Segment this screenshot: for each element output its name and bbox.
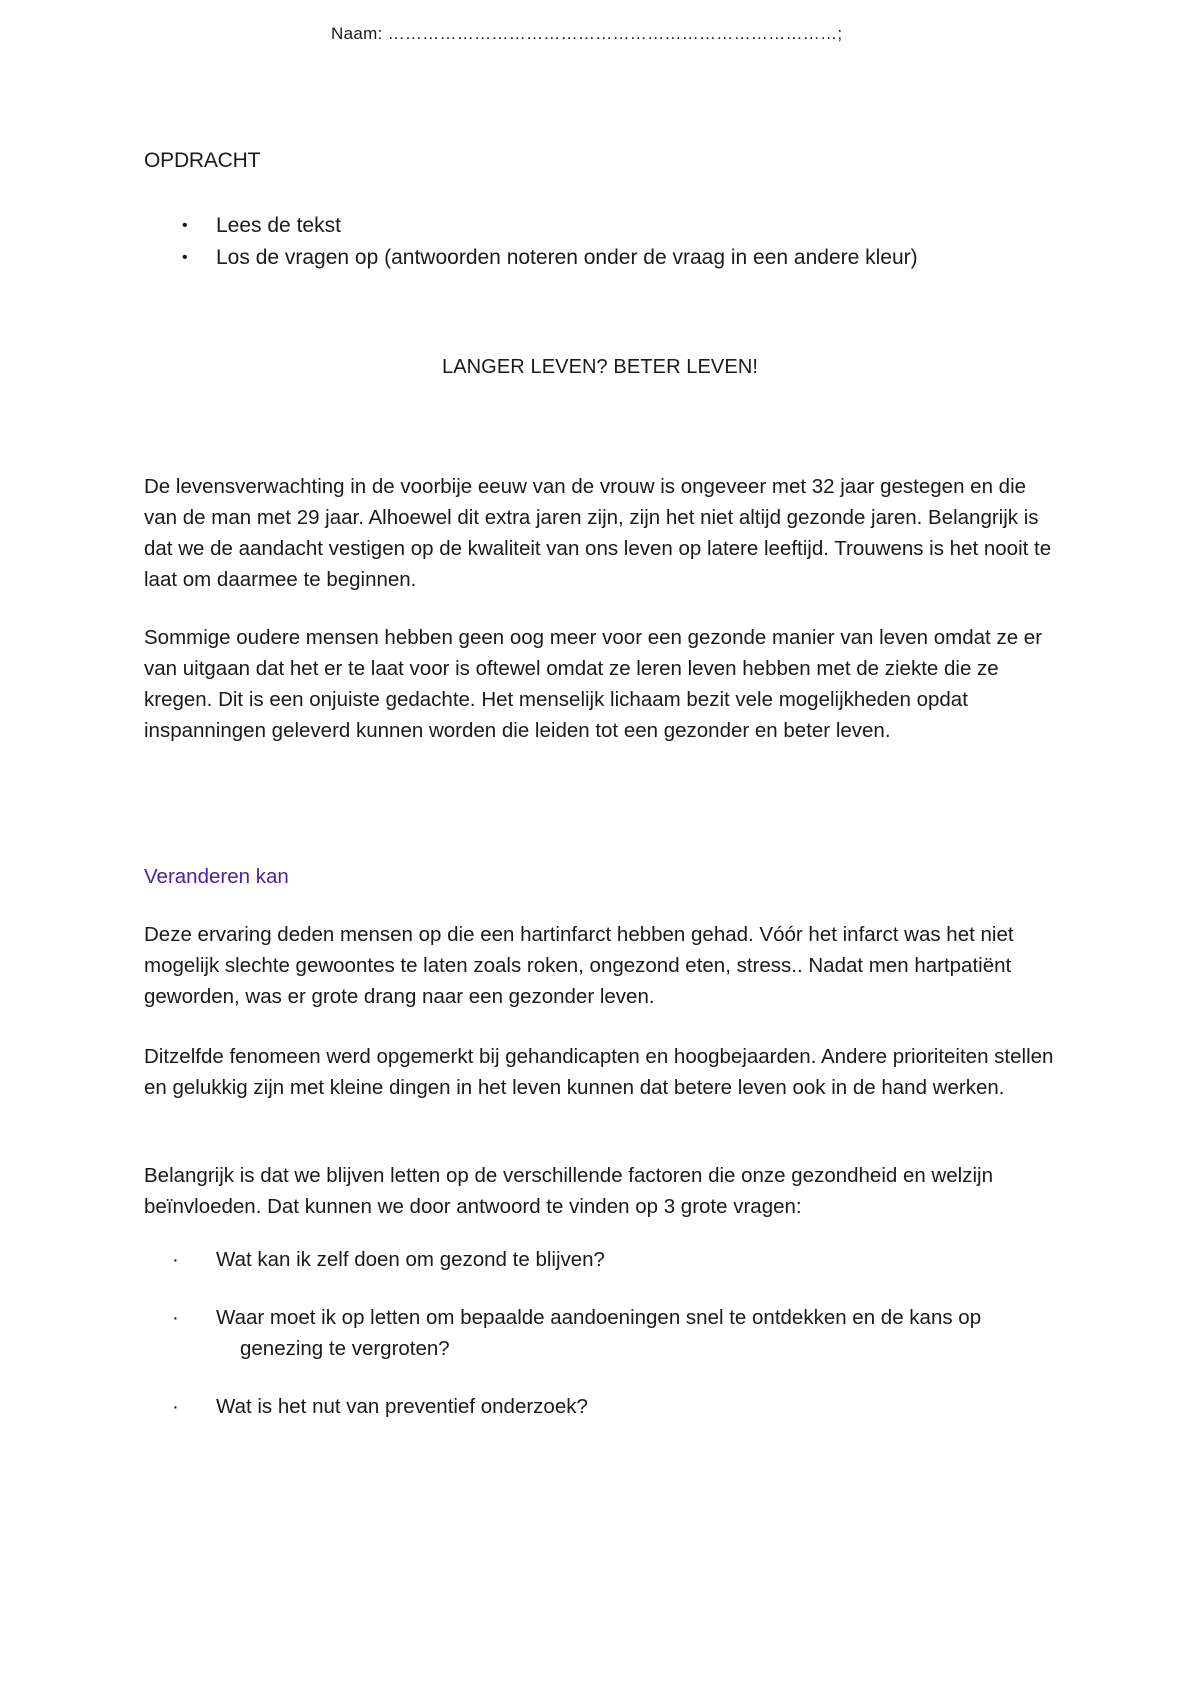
assignment-list — [176, 210, 918, 274]
question-text: Wat kan ik zelf doen om gezond te blijven? — [216, 1248, 605, 1271]
question-item — [144, 1244, 1064, 1275]
bullet-icon: · — [172, 1248, 179, 1271]
assignment-item — [176, 210, 918, 242]
question-text: Wat is het nut van preventief onderzoek? — [216, 1395, 588, 1418]
question-text: Waar moet ik op letten om bepaalde aandoeningen snel te ontdekken en de kans op genezing te vergroten? — [216, 1306, 982, 1360]
question-list — [144, 1244, 1064, 1449]
bullet-icon: · — [172, 1395, 179, 1418]
name-field-line: Naam: ……………………………………………………………………; — [331, 24, 843, 43]
document-title: LANGER LEVEN? BETER LEVEN! — [441, 356, 759, 378]
bullet-icon: • — [182, 249, 188, 266]
assignment-heading: OPDRACHT — [144, 149, 261, 172]
paragraph: Belangrijk is dat we blijven letten op de verschillende factoren die onze gezondheid en welzijn beïnvloeden. Dat kunnen we door antwoord te vinden op 3 grote vragen: — [144, 1164, 993, 1218]
bullet-icon: · — [172, 1306, 179, 1329]
paragraph: De levensverwachting in de voorbije eeuw van de vrouw is ongeveer met 32 jaar gestegen en die van de man met 29 jaar. Alhoewel dit extra jaren zijn, zijn het niet altijd gezonde jaren. Belangrijk is dat we de aandacht vestigen op de kwaliteit van ons leven op latere leeftijd. Trouwens is het nooit te laat om daarmee te beginnen. — [144, 475, 1052, 591]
bullet-icon: • — [182, 217, 188, 234]
assignment-item — [176, 242, 918, 274]
assignment-item-text: Lees de tekst — [216, 214, 341, 237]
paragraph: Deze ervaring deden mensen op die een hartinfarct hebben gehad. Vóór het infarct was het niet mogelijk slechte gewoontes te laten zoals roken, ongezond eten, stress.. Nadat men hartpatiënt geworden, was er grote drang naar een gezonder leven. — [144, 923, 1014, 1008]
paragraph: Ditzelfde fenomeen werd opgemerkt bij gehandicapten en hoogbejaarden. Andere prioriteiten stellen en gelukkig zijn met kleine dingen in het leven kunnen dat betere leven ook in de hand werken. — [144, 1045, 1054, 1099]
paragraph: Sommige oudere mensen hebben geen oog meer voor een gezonde manier van leven omdat ze er van uitgaan dat het er te laat voor is oftewel omdat ze leren leven hebben met de ziekte die ze kregen. Dit is een onjuiste gedachte. Het menselijk lichaam bezit vele mogelijkheden opdat inspanningen geleverd kunnen worden die leiden tot een gezonder en beter leven. — [144, 626, 1043, 742]
section-subheading: Veranderen kan — [144, 865, 289, 888]
question-item — [144, 1391, 1064, 1422]
assignment-item-text: Los de vragen op (antwoorden noteren onder de vraag in een andere kleur) — [216, 246, 918, 269]
question-item — [144, 1302, 1064, 1364]
